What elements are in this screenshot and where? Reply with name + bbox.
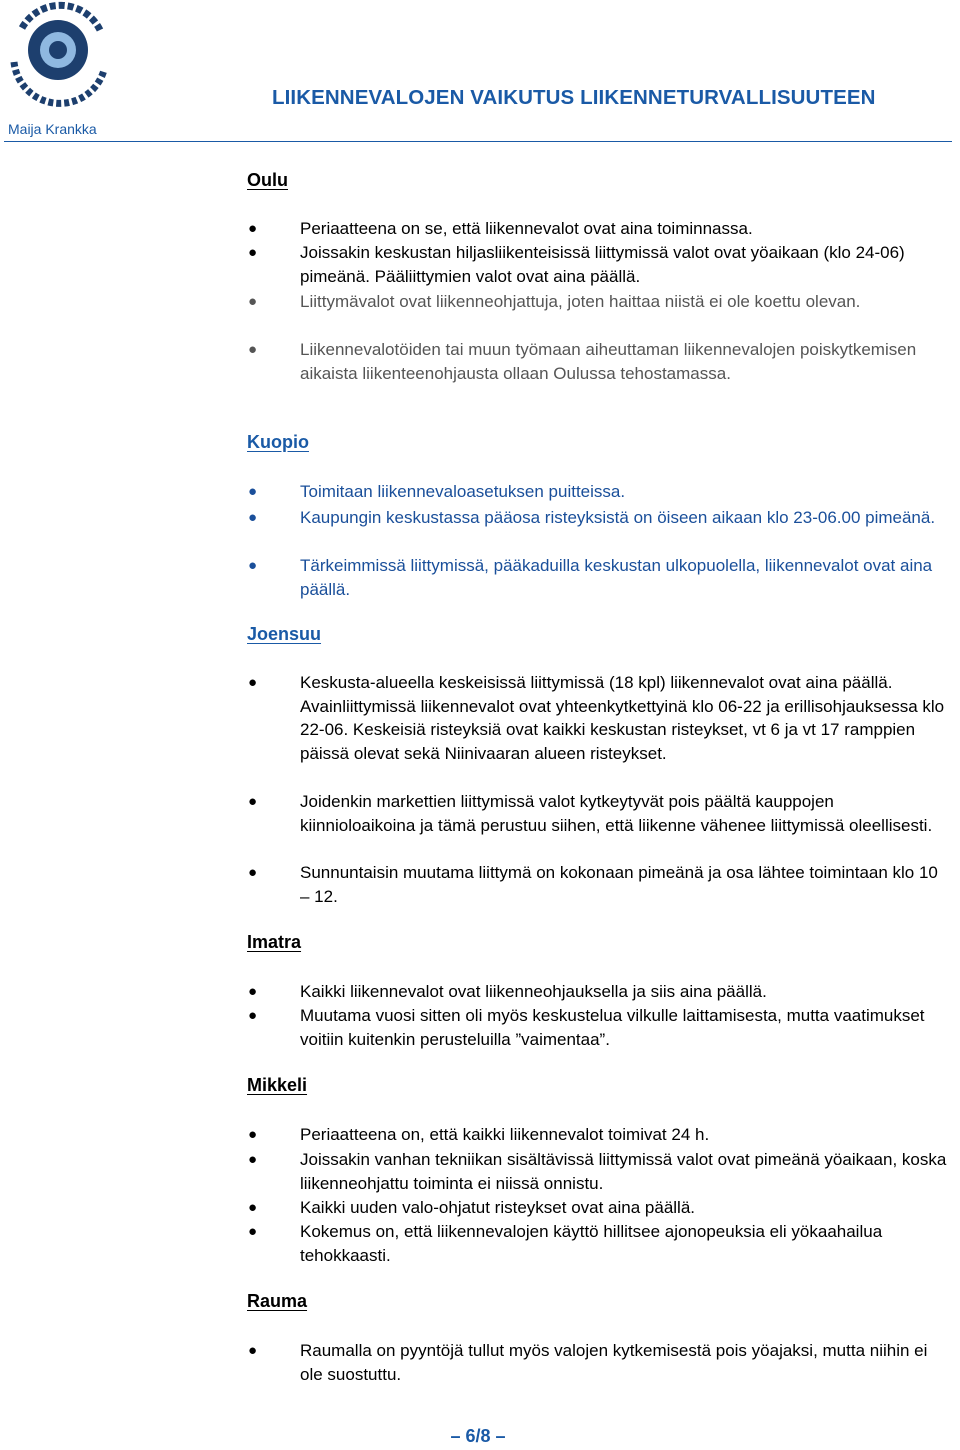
bullet-icon: ●	[248, 509, 258, 526]
list-item: ● Joissakin keskustan hiljasliikenteisissä liittymissä valot ovat yöaikaan (klo 24-06) pimeänä. Pääliittymien valot ovat aina päällä.	[248, 243, 905, 286]
bullet-icon: ●	[248, 220, 258, 237]
bullet-icon: ●	[248, 1199, 258, 1216]
bullet-icon: ●	[248, 293, 258, 310]
bullet-icon: ●	[248, 1126, 258, 1143]
header-title: LIIKENNEVALOJEN VAIKUTUS LIIKENNETURVALLISUUTEEN	[272, 86, 876, 109]
list-item: ● Tärkeimmissä liittymissä, pääkaduilla keskustan ulkopuolella, liikennevalot ovat aina päällä.	[248, 556, 933, 599]
section-heading-rauma: Rauma	[247, 1291, 308, 1311]
list-item: ● Kaikki liikennevalot ovat liikenneohjauksella ja siis aina päällä.	[247, 980, 947, 1004]
header-divider	[4, 141, 952, 142]
section-heading-joensuu: Joensuu	[247, 624, 322, 644]
bullet-icon: ●	[248, 341, 258, 358]
logo	[0, 0, 128, 115]
list-item: ● Raumalla on pyyntöjä tullut myös valojen kytkemisestä pois yöajaksi, mutta niihin ei ole suostuttu.	[248, 1341, 928, 1384]
section-heading-oulu: Oulu	[247, 170, 288, 190]
bullet-icon: ●	[248, 793, 258, 810]
list-item: ● Liikennevalotöiden tai muun työmaan aiheuttaman liikennevalojen poiskytkemisen aikaista liikenteenohjausta ollaan Oulussa tehostamassa.	[248, 340, 917, 383]
section-heading-kuopio: Kuopio	[247, 432, 309, 452]
bullet-icon: ●	[248, 674, 258, 691]
list-item: ● Periaatteena on, että kaikki liikennevalot toimivat 24 h.	[247, 1123, 947, 1147]
bullet-icon: ●	[248, 1151, 258, 1168]
section-heading-imatra: Imatra	[247, 932, 302, 952]
bullet-icon: ●	[248, 1007, 258, 1024]
list-item: ● Muutama vuosi sitten oli myös keskustelua vilkulle laittamisesta, mutta vaatimukset voitiin kuitenkin perusteluilla ”vaimentaa”.	[248, 1006, 925, 1049]
list-item: ● Kaikki uuden valo-ohjatut risteykset ovat aina päällä.	[247, 1196, 947, 1220]
bullet-icon: ●	[248, 557, 258, 574]
list-item: ● Joissakin vanhan tekniikan sisältävissä liittymissä valot ovat pimeänä yöaikaan, koska liikenneohjattu toiminta ei niissä onnistu.	[248, 1150, 947, 1193]
list-item: ● Kokemus on, että liikennevalojen käyttö hillitsee ajonopeuksia eli yökaahailua tehokkaasti.	[248, 1222, 883, 1265]
list-item: ● Joidenkin markettien liittymissä valot kytkeytyvät pois päältä kauppojen kiinnioloaikoina ja tämä perustuu siihen, että liikenne vähenee liittymissä oleellisesti.	[248, 792, 933, 835]
list-item: ● Periaatteena on se, että liikennevalot ovat aina toiminnassa.	[247, 217, 947, 241]
list-item: ● Sunnuntaisin muutama liittymä on kokonaan pimeänä ja osa lähtee toimintaan klo 10 – 12.	[248, 863, 938, 906]
bullet-icon: ●	[248, 483, 258, 500]
page-number: – 6/8 –	[450, 1426, 506, 1446]
bullet-icon: ●	[248, 864, 258, 881]
list-item: ● Toimitaan liikennevaloasetuksen puitteissa.	[247, 480, 947, 504]
bullet-icon: ●	[248, 983, 258, 1000]
header-author: Maija Krankka	[8, 121, 97, 137]
bullet-icon: ●	[248, 244, 258, 261]
bullet-icon: ●	[248, 1342, 258, 1359]
list-item: ● Kaupungin keskustassa pääosa risteyksistä on öiseen aikaan klo 23-06.00 pimeänä.	[247, 506, 947, 530]
list-item: ● Keskusta-alueella keskeisissä liittymissä (18 kpl) liikennevalot ovat aina päällä. Avainliittymissä liikennevalot ovat yhteenkytkettyinä klo 06-22 ja erillisohjauksessa klo 22-06. Keskeisiä risteyksiä ovat kaikki keskustan risteykset, vt 6 ja vt 17 ramppien päissä olevat sekä Niinivaaran alueen risteykset.	[248, 673, 945, 763]
section-heading-mikkeli: Mikkeli	[247, 1075, 308, 1095]
bullet-icon: ●	[248, 1223, 258, 1240]
list-item: ● Liittymävalot ovat liikenneohjattuja, joten haittaa niistä ei ole koettu olevan.	[247, 290, 947, 314]
